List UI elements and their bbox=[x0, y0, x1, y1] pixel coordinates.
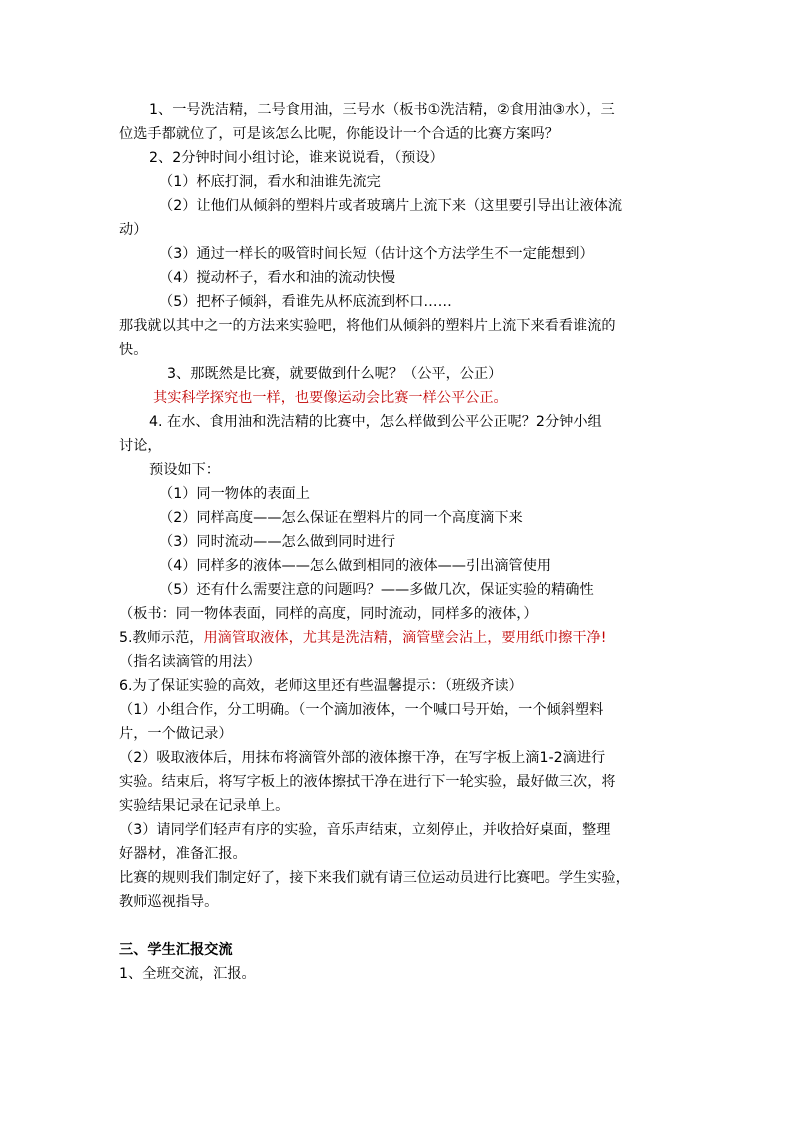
para-9-line-1 bbox=[119, 626, 679, 650]
para-7: 预设如下： bbox=[149, 462, 220, 478]
para-6-line-2: 讨论， bbox=[119, 438, 162, 454]
para-10: 6.为了保证实验的高效，老师这里还有些温馨提示：（班级齐读） bbox=[119, 678, 523, 694]
tip-1-line-1: （1）小组合作，分工明确。（一个滴加液体，一个喊口号开始，一个倾斜塑料 bbox=[119, 702, 604, 718]
para-11-line-2: 教师巡视指导。 bbox=[119, 894, 219, 910]
preset-item-2-line-1: （2）让他们从倾斜的塑料片或者玻璃片上流下来（这里要引导出让液体流 bbox=[159, 198, 623, 214]
document-body bbox=[119, 98, 679, 986]
para-3-line-2: 快。 bbox=[119, 342, 148, 358]
preset-item-5: （5）把杯子倾斜，看谁先从杯底流到杯口…… bbox=[159, 294, 452, 310]
para-6-line-1: 4. 在水、食用油和洗洁精的比赛中，怎么样做到公平公正呢？2分钟小组 bbox=[149, 414, 602, 430]
section-heading-3: 三、学生汇报交流 bbox=[119, 942, 233, 958]
para-11-line-1: 比赛的规则我们制定好了，接下来我们就有请三位运动员进行比赛吧。学生实验， bbox=[119, 870, 630, 886]
blackboard-note: （板书：同一物体表面，同样的高度，同时流动，同样多的液体，） bbox=[119, 606, 538, 622]
para-9-highlight: 用滴管取液体，尤其是洗洁精，滴管壁会沾上，要用纸巾擦干净! bbox=[203, 630, 607, 646]
tip-3-line-1: （3）请同学们轻声有序的实验，音乐声结束，立刻停止，并收拾好桌面，整理 bbox=[119, 822, 611, 838]
rule-item-2: （2）同样高度——怎么保证在塑料片的同一个高度滴下来 bbox=[159, 510, 523, 526]
para-2: 2、2分钟时间小组讨论，谁来说说看，（预设） bbox=[149, 150, 444, 166]
tip-2-line-1: （2）吸取液体后，用抹布将滴管外部的液体擦干净，在写字板上滴1-2滴进行 bbox=[119, 750, 606, 766]
tip-2-line-3: 实验结果记录在记录单上。 bbox=[119, 798, 290, 814]
para-12: 1、全班交流，汇报。 bbox=[119, 966, 256, 982]
para-4: 3、那既然是比赛，就要做到什么呢？（公平，公正） bbox=[167, 366, 503, 382]
para-9-line-2: （指名读滴管的用法） bbox=[119, 654, 261, 670]
tip-2-line-2: 实验。结束后，将写字板上的液体擦拭干净在进行下一轮实验，最好做三次，将 bbox=[119, 774, 616, 790]
preset-item-3: （3）通过一样长的吸管时间长短（估计这个方法学生不一定能想到） bbox=[159, 246, 594, 262]
preset-item-1: （1）杯底打洞，看水和油谁先流完 bbox=[159, 174, 381, 190]
para-1-line-1: 1、一号洗洁精，二号食用油，三号水（板书①洗洁精，②食用油③水），三 bbox=[149, 102, 615, 118]
rule-item-4: （4）同样多的液体——怎么做到相同的液体——引出滴管使用 bbox=[159, 558, 552, 574]
rule-item-5: （5）还有什么需要注意的问题吗？——多做几次，保证实验的精确性 bbox=[159, 582, 594, 598]
tip-3-line-2: 好器材，准备汇报。 bbox=[119, 846, 247, 862]
para-1-line-2: 位选手都就位了，可是该怎么比呢，你能设计一个合适的比赛方案吗？ bbox=[119, 126, 559, 142]
para-5-highlight: 其实科学探究也一样，也要像运动会比赛一样公平公正。 bbox=[153, 390, 508, 406]
preset-item-4: （4）搅动杯子，看水和油的流动快慢 bbox=[159, 270, 396, 286]
rule-item-1: （1）同一物体的表面上 bbox=[159, 486, 310, 502]
preset-item-2-line-2: 动） bbox=[119, 222, 148, 238]
section-gap bbox=[119, 914, 679, 938]
para-9-prefix: 5.教师示范， bbox=[119, 630, 204, 646]
rule-item-3: （3）同时流动——怎么做到同时进行 bbox=[159, 534, 396, 550]
para-3-line-1: 那我就以其中之一的方法来实验吧，将他们从倾斜的塑料片上流下来看看谁流的 bbox=[119, 318, 616, 334]
tip-1-line-2: 片，一个做记录） bbox=[119, 726, 233, 742]
